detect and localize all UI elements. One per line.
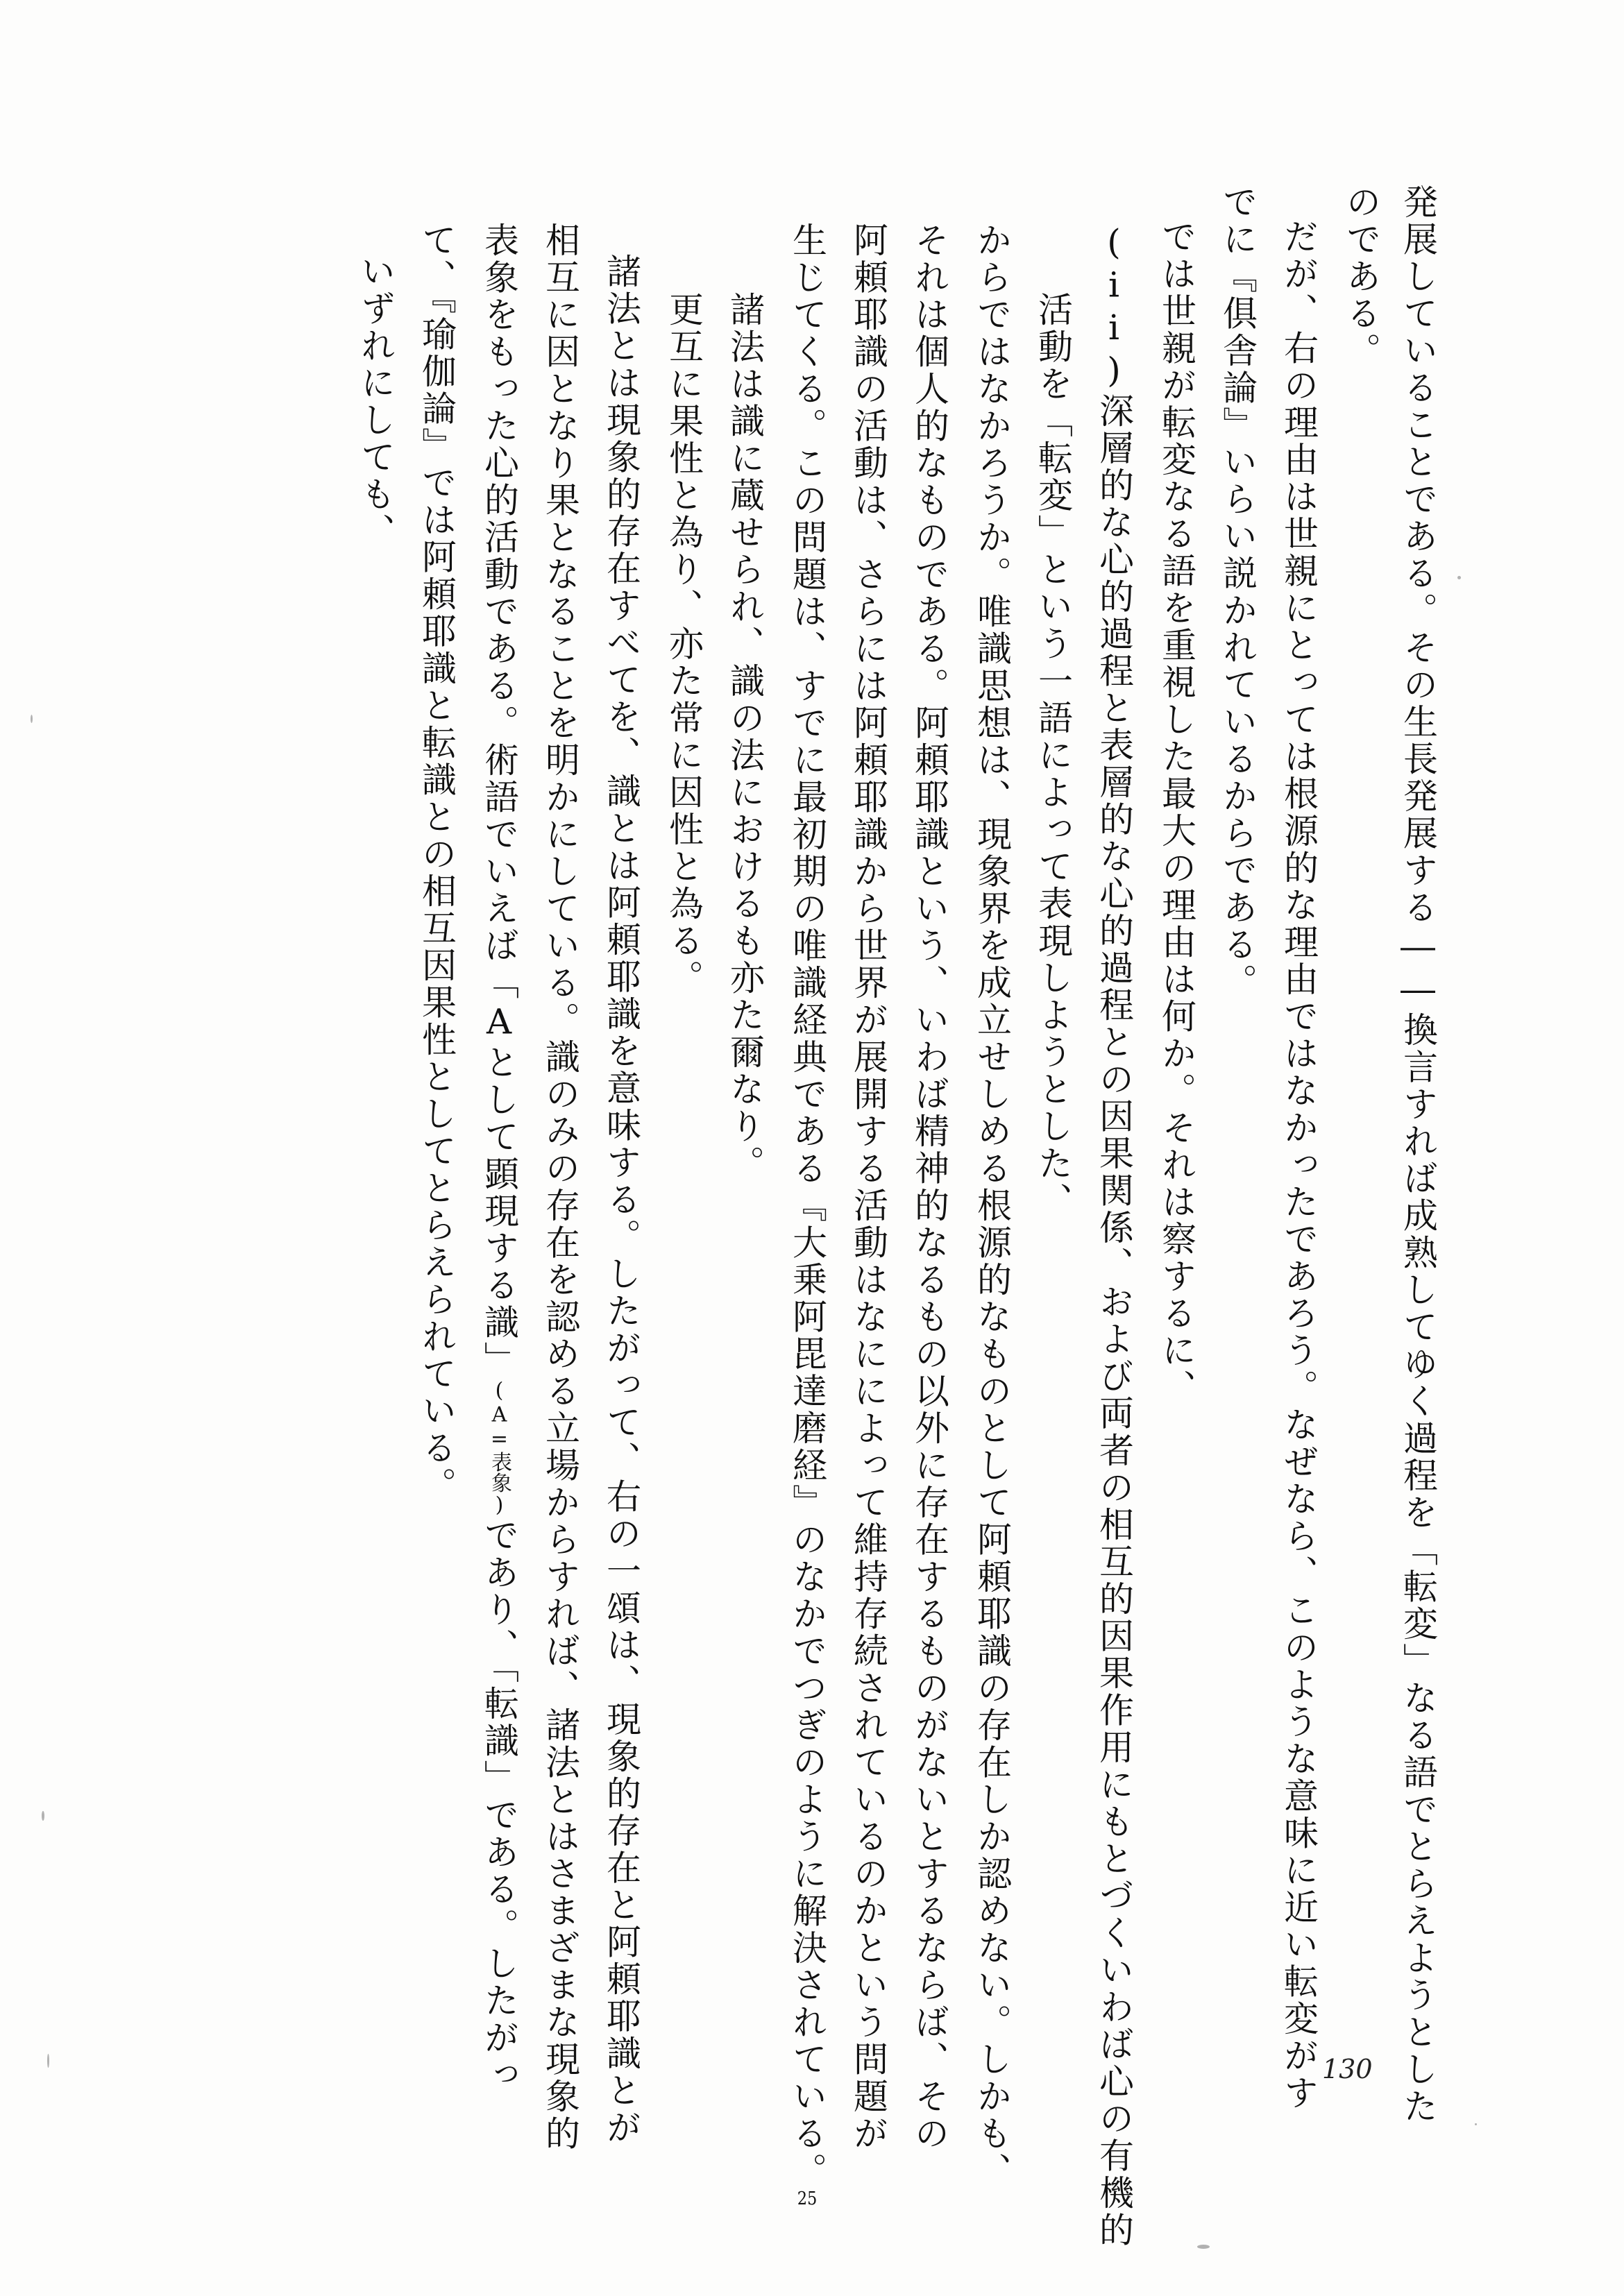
text-line: 活動を「転変」という一語によって表現しようとした、 <box>1033 291 1073 1220</box>
text-line <box>479 222 519 2094</box>
text-line: (ii)深層的な心的過程と表層的な心的過程との因果関係、および両者の相互的因果作用にもとづくいわば心の有機的 <box>1094 222 1134 2249</box>
scan-speck <box>1457 576 1461 579</box>
text-line-main: 阿頼耶識の活動は、さらには阿頼耶識から世界が展開する活動はなにによって維持存続されているのかという問題が <box>848 222 888 2152</box>
inline-note: (A=表象) <box>487 1378 511 1517</box>
text-line: て、『瑜伽論』では阿頼耶識と転識との相互因果性としてとらえられている。 <box>416 222 457 1504</box>
scan-speck <box>47 2054 49 2068</box>
text-line: では世親が転変なる語を重視した最大の理由は何か。それは察するに、 <box>1156 219 1196 1406</box>
text-line <box>848 222 888 2152</box>
text-line: 相互に因となり果となることを明かにしている。識のみの存在を認める立場からすれば、諸法とはさまざまな現象的 <box>540 222 580 2152</box>
quote-line: 更互に果性と為り、亦た常に因性と為る。 <box>663 291 704 997</box>
note-marker[interactable]: 25 <box>797 2189 818 2208</box>
text-line: それは個人的なものである。阿頼耶識という、いわば精神的なるもの以外に存在するものがないとするならば、その <box>909 222 949 2152</box>
text-line: 諸法とは現象的存在すべてを、識とは阿頼耶識を意味する。したがって、右の一頌は、現象的存在と阿頼耶識とが <box>601 253 641 2147</box>
scan-speck <box>1197 2245 1210 2249</box>
text-line: のである。 <box>1341 184 1381 370</box>
text-line-main: 表象をもった心的活動である。術語でいえば「Aとして顕現する識」 <box>479 222 519 1379</box>
text-line: でに『俱舎論』いらい説かれているからである。 <box>1217 184 1258 1001</box>
text-line-tail: であり、「転識」である。したがっ <box>479 1517 519 2094</box>
scan-speck <box>42 1811 44 1821</box>
page-number: 130 <box>1322 2054 1373 2084</box>
quote-line: 諸法は識に蔵せられ、識の法におけるも亦た爾なり。 <box>725 291 765 1182</box>
text-line: 発展していることである。その生長発展する――換言すれば成熟してゆく過程を「転変」なる語でとらえようとした <box>1398 184 1438 2125</box>
text-line <box>787 222 827 2208</box>
text-line: からではなかろうか。唯識思想は、現象界を成立せしめる根源的なものとして阿頼耶識の存在しか認めない。しかも、 <box>972 222 1012 2190</box>
text-line: いずれにしても、 <box>355 253 396 550</box>
text-line: だが、右の理由は世親にとっては根源的な理由ではなかったであろう。なぜなら、このような意味に近い転変がす <box>1278 219 1319 2112</box>
scan-speck <box>1475 2123 1477 2125</box>
text-line-main: 生じてくる。この問題は、すでに最初期の唯識経典である『大乗阿毘達磨経』のなかでつぎのように解決されている。 <box>787 222 827 2190</box>
scan-speck <box>31 715 33 723</box>
